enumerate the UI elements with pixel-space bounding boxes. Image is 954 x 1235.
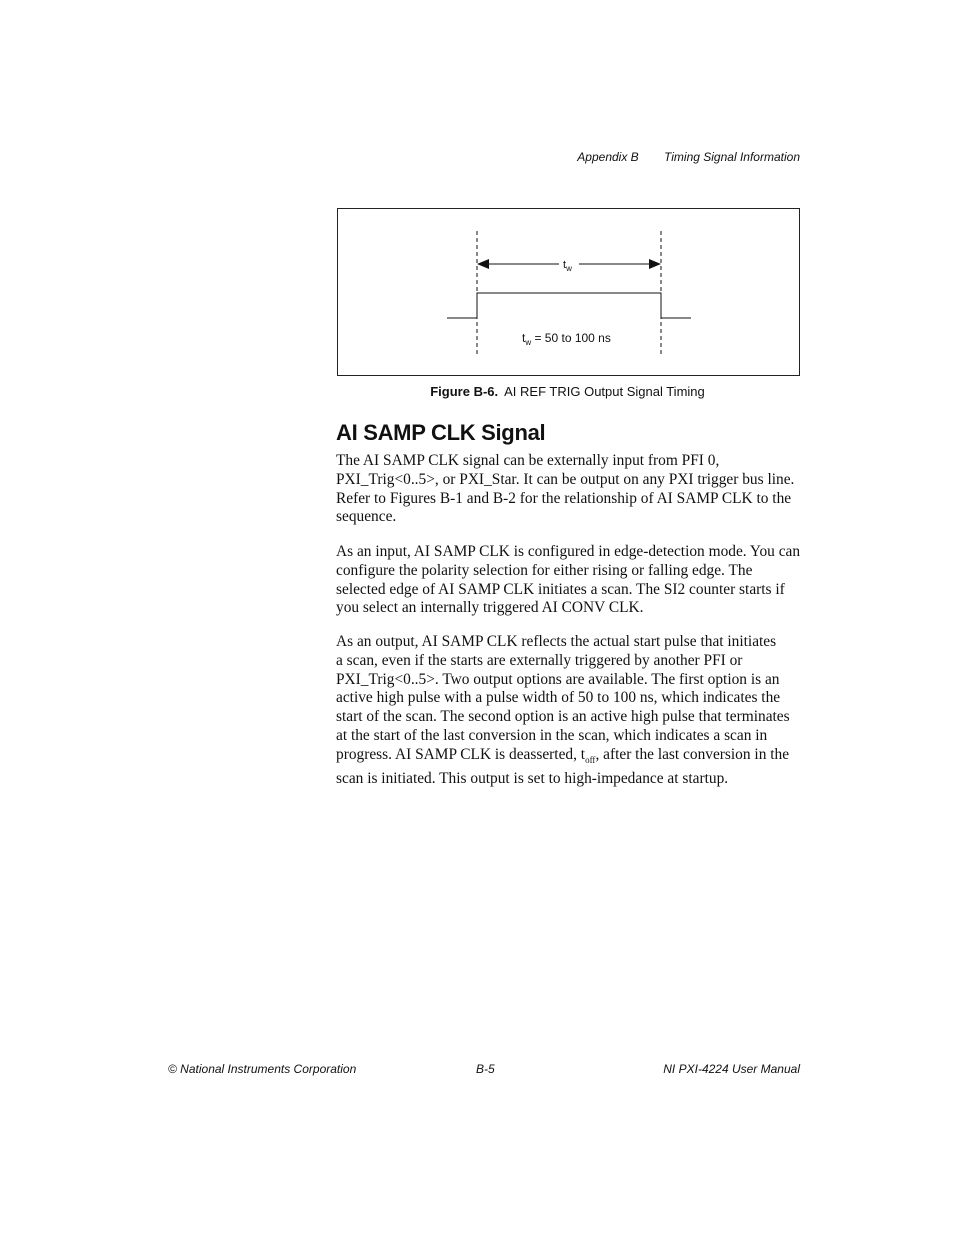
paragraph-2 bbox=[336, 543, 800, 618]
text-line bbox=[336, 746, 800, 770]
text-line: active high pulse with a pulse width of 50 to 100 ns, which indicates the bbox=[336, 689, 781, 707]
text-line: PXI_Trig<0..5>. Two output options are available. The first option is an bbox=[336, 670, 780, 688]
paragraph-1 bbox=[336, 452, 800, 527]
text-segment: , after the last conversion in the bbox=[595, 745, 790, 763]
running-head-appendix: Appendix B bbox=[577, 150, 639, 164]
text-line: sequence. bbox=[336, 508, 397, 526]
footer-manual-title: NI PXI-4224 User Manual bbox=[663, 1062, 800, 1076]
paragraph-3 bbox=[336, 633, 800, 788]
text-line: start of the scan. The second option is an active high pulse that terminates bbox=[336, 708, 790, 726]
text-line: at the start of the last conversion in the scan, which indicates a scan in bbox=[336, 726, 768, 744]
text-line: you select an internally triggered AI CONV CLK. bbox=[336, 599, 644, 617]
figure-number: Figure B-6. bbox=[430, 384, 499, 399]
text-line: configure the polarity selection for either rising or falling edge. The bbox=[336, 561, 753, 579]
footer-page-number: B-5 bbox=[476, 1062, 495, 1076]
text-line: As an output, AI SAMP CLK reflects the actual start pulse that initiates bbox=[336, 633, 777, 650]
text-line: scan is initiated. This output is set to high-impedance at startup. bbox=[336, 769, 729, 787]
running-head-section: Timing Signal Information bbox=[664, 150, 800, 164]
running-head bbox=[555, 150, 800, 164]
text-segment: progress. AI SAMP CLK is deasserted, t bbox=[336, 745, 586, 763]
text-line: As an input, AI SAMP CLK is configured in edge-detection mode. You can bbox=[336, 543, 801, 560]
off-subscript: off bbox=[585, 754, 596, 765]
tw-equation: $t_w = 50$ to 100 ns bbox=[522, 331, 611, 347]
timing-diagram bbox=[338, 209, 799, 375]
figure-caption bbox=[337, 384, 798, 399]
footer-copyright: © National Instruments Corporation bbox=[168, 1062, 357, 1076]
text-line: The AI SAMP CLK signal can be externally input from PFI 0, bbox=[336, 452, 720, 469]
section-heading: AI SAMP CLK Signal bbox=[336, 420, 546, 445]
text-line: a scan, even if the starts are externally triggered by another PFI or bbox=[336, 651, 743, 669]
text-line: selected edge of AI SAMP CLK initiates a scan. The SI2 counter starts if bbox=[336, 580, 785, 598]
timing-figure bbox=[337, 208, 800, 376]
text-line: Refer to Figures B-1 and B-2 for the relationship of AI SAMP CLK to the bbox=[336, 489, 792, 507]
tw-label: $t_w$ bbox=[563, 259, 572, 273]
text-line: PXI_Trig<0..5>, or PXI_Star. It can be output on any PXI trigger bus line. bbox=[336, 470, 795, 488]
figure-title: AI REF TRIG Output Signal Timing bbox=[504, 384, 705, 399]
pulse-waveform bbox=[447, 293, 691, 318]
